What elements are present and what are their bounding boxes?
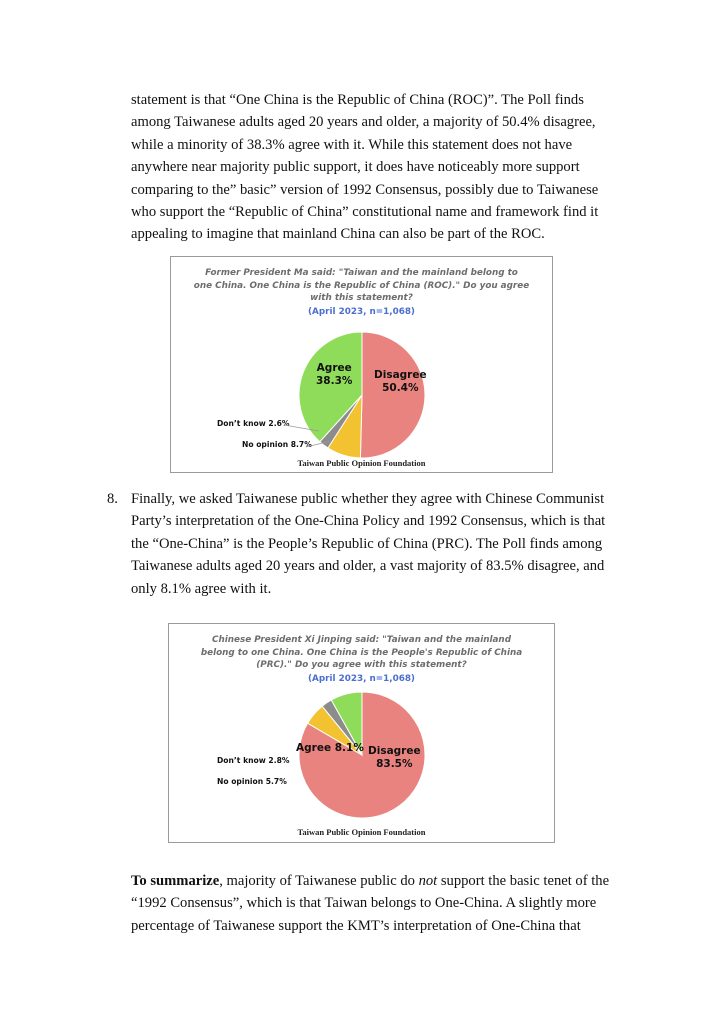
chart2-source: Taiwan Public Opinion Foundation xyxy=(297,827,426,837)
chart1-disagree-value: 50.4% xyxy=(382,382,419,394)
chart1-dontknow-label: Don’t know 2.6% xyxy=(217,419,290,428)
item8-paragraph: Finally, we asked Taiwanese public whether they agree with Chinese Communist Party’s interpretation of the One-China Policy and 1992 Consensus, which is that the “One-China” is the People’s Republic of China (PRC). The Poll finds among Taiwanese adults aged 20 years and older, a vast majority of 83.5% disagree, and only 8.1% agree with it. xyxy=(131,491,606,597)
chart1-title-line2: one China. One China is the Republic of China (ROC)." Do you agree xyxy=(193,280,530,291)
chart1-title-line3: with this statement? xyxy=(310,293,413,304)
summary-bold-lead: To summarize xyxy=(131,873,220,889)
chart1-agree-value: 38.3% xyxy=(316,375,353,387)
chart2-dontknow-label: Don’t know 2.8% xyxy=(217,756,290,765)
chart2-subtitle: (April 2023, n=1,068) xyxy=(308,674,415,684)
chart1-leader-dontknow xyxy=(284,425,319,431)
chart1-leader-noopinion xyxy=(306,441,331,447)
summary-italic-word: not xyxy=(418,873,438,889)
chart1-leader-lines xyxy=(171,257,552,472)
chart1-source: Taiwan Public Opinion Foundation xyxy=(297,458,426,468)
chart-roc-one-china xyxy=(170,256,553,473)
chart-prc-one-china xyxy=(168,623,555,843)
summary-text-a: , majority of Taiwanese public do xyxy=(219,873,419,889)
chart2-title-line2: belong to one China. One China is the People's Republic of China xyxy=(200,647,523,658)
chart1-title-line1: Former President Ma said: "Taiwan and the mainland belong to xyxy=(205,268,518,278)
chart2-disagree-name: Disagree xyxy=(368,745,421,757)
chart1-disagree-name: Disagree xyxy=(374,369,427,381)
chart2-title xyxy=(169,634,554,672)
chart2-agree-label: Agree 8.1% xyxy=(296,742,364,754)
summary-paragraph xyxy=(131,870,611,937)
chart2-disagree-label xyxy=(368,745,421,771)
chart2-title-line1: Chinese President Xi Jinping said: "Taiwan and the mainland xyxy=(212,635,511,645)
intro-paragraph: statement is that “One China is the Republic of China (ROC)”. The Poll finds among Taiwanese adults aged 20 years and older, a majority of 50.4% disagree, while a minority of 38.3% agree with it. While this statement does not have anywhere near majority public support, it does have noticeably more support comparing to the” basic” version of 1992 Consensus, possibly due to Taiwanese who support the “Republic of China” constitutional name and framework find it appealing to imagine that mainland China can also be part of the ROC. xyxy=(131,92,599,243)
chart1-agree-name: Agree xyxy=(316,362,352,374)
summary-text-b: support the basic tenet of the “1992 Consensus”, which is that Taiwan belongs to One-China. A slightly more percentage of Taiwanese support the KMT’s interpretation of One-China that xyxy=(131,873,610,934)
item8-number: 8. xyxy=(107,491,118,507)
chart2-noopinion-label: No opinion 5.7% xyxy=(217,777,287,786)
chart2-disagree-value: 83.5% xyxy=(376,758,413,770)
chart2-title-line3: (PRC)." Do you agree with this statement? xyxy=(256,660,467,671)
chart1-subtitle: (April 2023, n=1,068) xyxy=(308,307,415,317)
chart1-noopinion-label: No opinion 8.7% xyxy=(242,440,312,449)
